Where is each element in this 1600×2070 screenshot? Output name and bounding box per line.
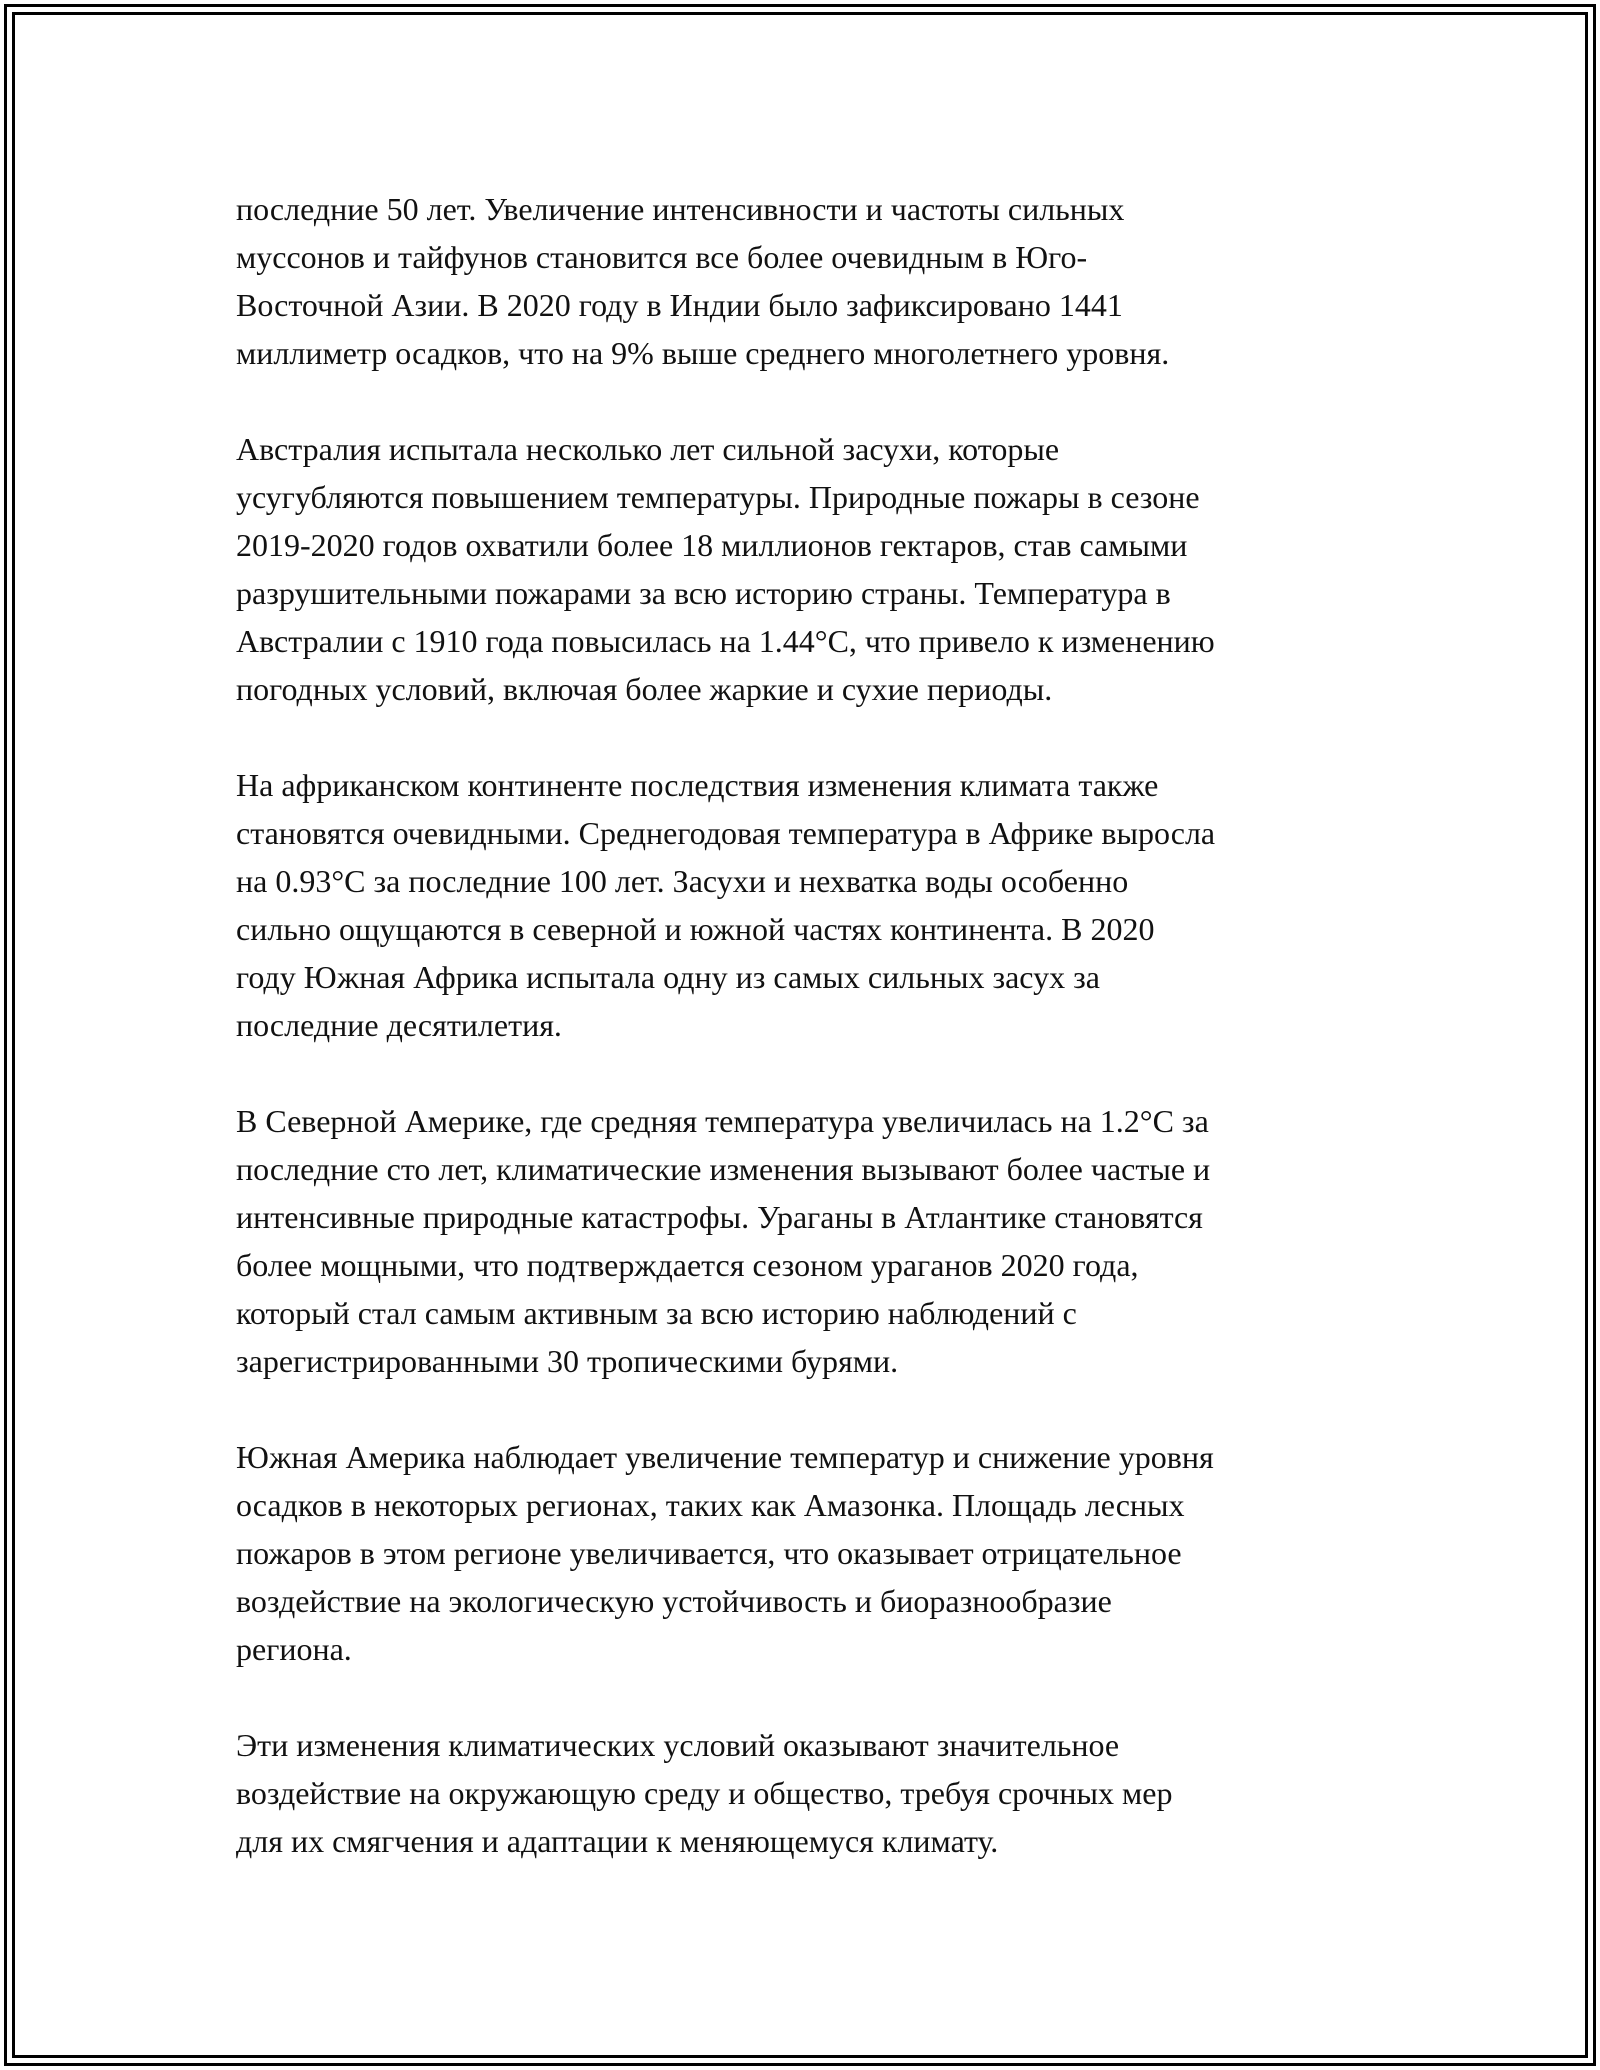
text-line: последние 50 лет. Увеличение интенсивности и частоты сильных <box>236 191 1125 227</box>
text-line: разрушительными пожарами за всю историю страны. Температура в <box>236 575 1171 611</box>
text-line: муссонов и тайфунов становится все более очевидным в Юго- <box>236 239 1088 275</box>
text-line: Эти изменения климатических условий оказывают значительное <box>236 1727 1120 1763</box>
paragraph-asia <box>236 185 1376 377</box>
text-line: году Южная Африка испытала одну из самых сильных засух за <box>236 959 1100 995</box>
text-line: усугубляются повышением температуры. Природные пожары в сезоне <box>236 479 1200 515</box>
text-line: интенсивные природные катастрофы. Ураганы в Атлантике становятся <box>236 1199 1203 1235</box>
paragraph-south-america <box>236 1433 1376 1673</box>
paragraph-africa <box>236 761 1376 1049</box>
paragraph-conclusion <box>236 1721 1376 1865</box>
text-line: пожаров в этом регионе увеличивается, что оказывает отрицательное <box>236 1535 1182 1571</box>
text-line: В Северной Америке, где средняя температура увеличилась на 1.2°C за <box>236 1103 1209 1139</box>
text-line: который стал самым активным за всю историю наблюдений с <box>236 1295 1077 1331</box>
text-line: Австралия испытала несколько лет сильной засухи, которые <box>236 431 1060 467</box>
text-line: последние десятилетия. <box>236 1007 562 1043</box>
text-line: Австралии с 1910 года повысилась на 1.44°C, что привело к изменению <box>236 623 1215 659</box>
text-line: Восточной Азии. В 2020 году в Индии было зафиксировано 1441 <box>236 287 1123 323</box>
text-line: последние сто лет, климатические изменения вызывают более частые и <box>236 1151 1211 1187</box>
text-line: воздействие на окружающую среду и общество, требуя срочных мер <box>236 1775 1173 1811</box>
paragraph-north-america <box>236 1097 1376 1385</box>
document-body <box>236 185 1376 1913</box>
text-line: осадков в некоторых регионах, таких как Амазонка. Площадь лесных <box>236 1487 1185 1523</box>
text-line: для их смягчения и адаптации к меняющемуся климату. <box>236 1823 999 1859</box>
text-line: Южная Америка наблюдает увеличение температур и снижение уровня <box>236 1439 1214 1475</box>
text-line: воздействие на экологическую устойчивость и биоразнообразие <box>236 1583 1112 1619</box>
text-line: зарегистрированными 30 тропическими бурями. <box>236 1343 899 1379</box>
text-line: 2019-2020 годов охватили более 18 миллионов гектаров, став самыми <box>236 527 1188 563</box>
text-line: На африканском континенте последствия изменения климата также <box>236 767 1159 803</box>
text-line: становятся очевидными. Среднегодовая температура в Африке выросла <box>236 815 1216 851</box>
text-line: миллиметр осадков, что на 9% выше среднего многолетнего уровня. <box>236 335 1170 371</box>
text-line: региона. <box>236 1631 352 1667</box>
paragraph-australia <box>236 425 1376 713</box>
text-line: на 0.93°C за последние 100 лет. Засухи и нехватка воды особенно <box>236 863 1129 899</box>
text-line: погодных условий, включая более жаркие и сухие периоды. <box>236 671 1053 707</box>
text-line: сильно ощущаются в северной и южной частях континента. В 2020 <box>236 911 1155 947</box>
text-line: более мощными, что подтверждается сезоном ураганов 2020 года, <box>236 1247 1139 1283</box>
